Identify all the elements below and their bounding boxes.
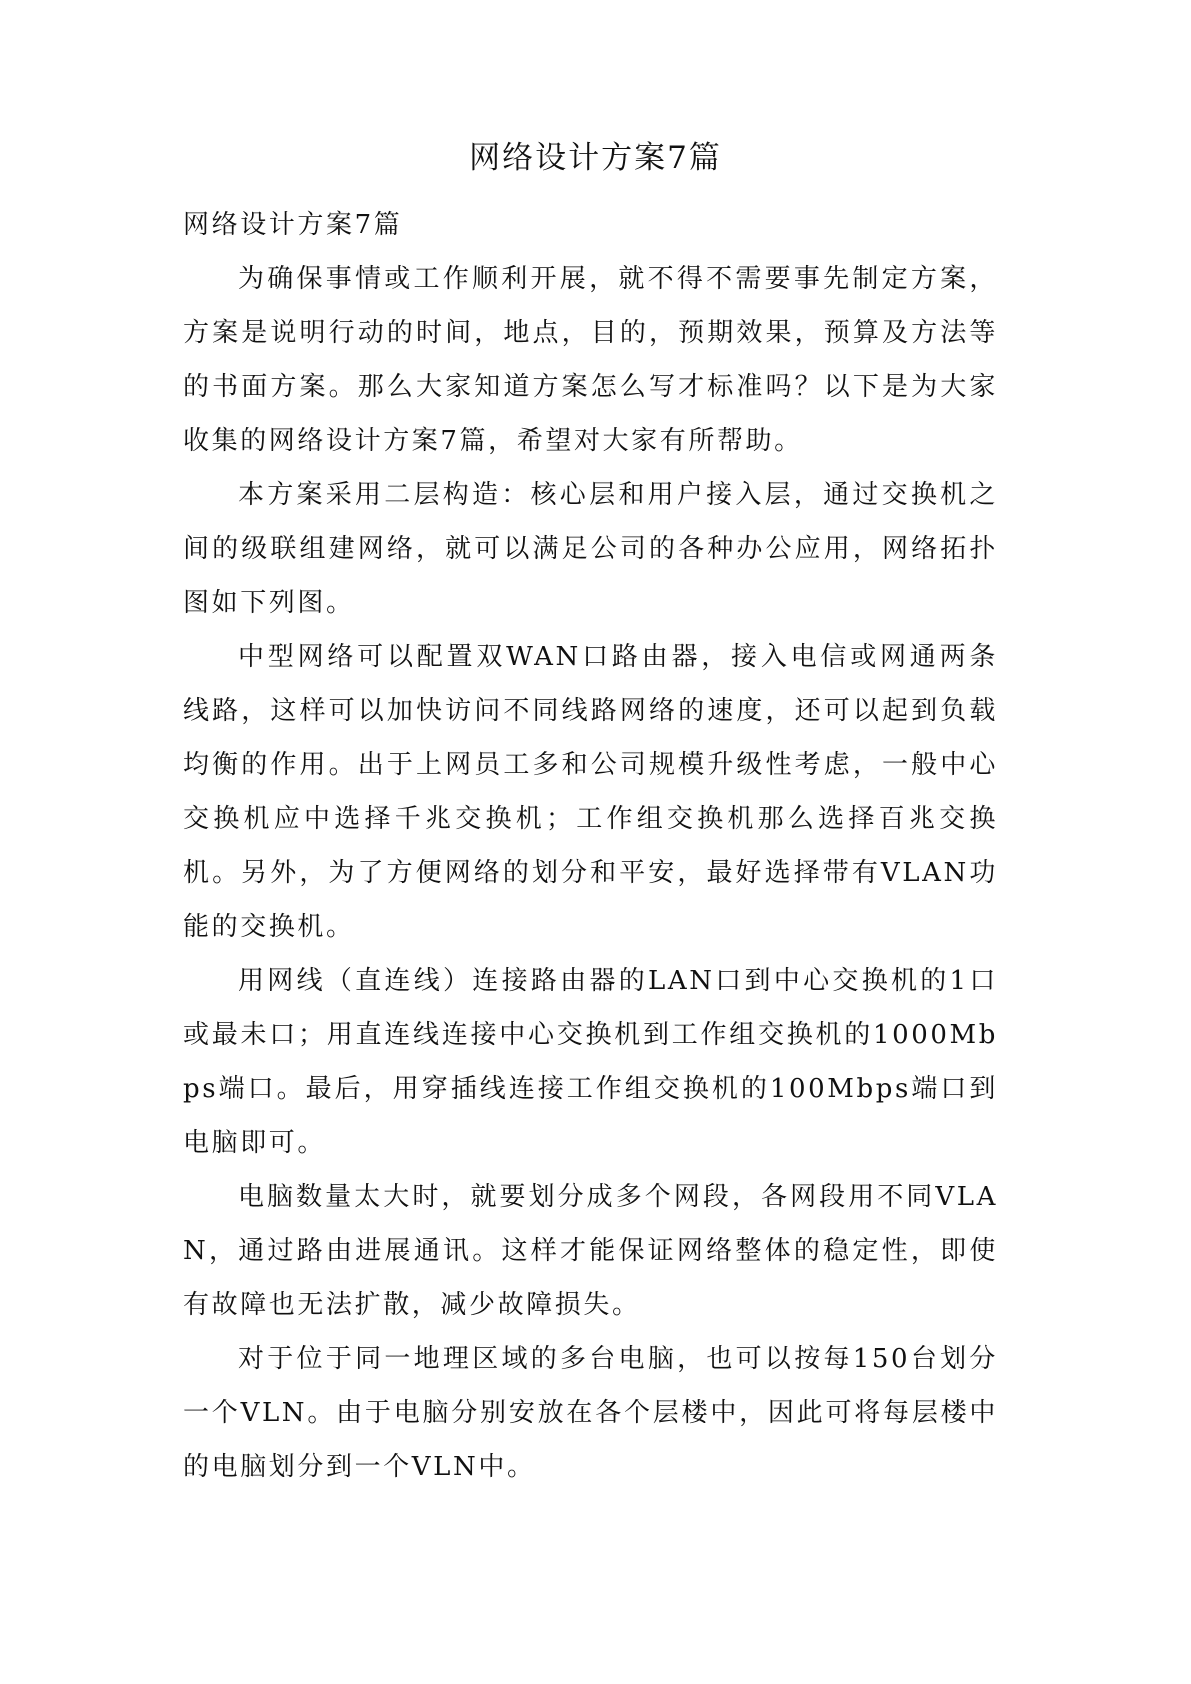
document-title: 网络设计方案7篇 <box>469 140 722 176</box>
paragraph-router: 中型网络可以配置双WAN口路由器，接入电信或网通两条线路，这样可以加快访问不同线路网络的速度，还可以起到负载均衡的作用。出于上网员工多和公司规模升级性考虑，一般中心交换机应中选择千兆交换机；工作组交换机那么选择百兆交换机。另外，为了方便网络的划分和平安，最好选择带有VLAN功能的交换机。 <box>183 642 998 942</box>
document-subtitle: 网络设计方案7篇 <box>183 210 403 240</box>
paragraph-vlan: 电脑数量太大时，就要划分成多个网段，各网段用不同VLAN，通过路由进展通讯。这样才能保证网络整体的稳定性，即使有故障也无法扩散，减少故障损失。 <box>183 1182 998 1320</box>
document-body <box>183 198 998 1494</box>
paragraph-cabling: 用网线（直连线）连接路由器的LAN口到中心交换机的1口或最未口；用直连线连接中心交换机到工作组交换机的1000Mbps端口。最后，用穿插线连接工作组交换机的100Mbps端口到电脑即可。 <box>183 966 998 1158</box>
paragraph-floor-vlan: 对于位于同一地理区域的多台电脑，也可以按每150台划分一个VLN。由于电脑分别安放在各个层楼中，因此可将每层楼中的电脑划分到一个VLN中。 <box>183 1344 998 1482</box>
paragraph-structure: 本方案采用二层构造：核心层和用户接入层，通过交换机之间的级联组建网络，就可以满足公司的各种办公应用，网络拓扑图如下列图。 <box>183 480 998 618</box>
paragraph-intro: 为确保事情或工作顺利开展，就不得不需要事先制定方案，方案是说明行动的时间，地点，目的，预期效果，预算及方法等的书面方案。那么大家知道方案怎么写才标准吗？以下是为大家收集的网络设计方案7篇，希望对大家有所帮助。 <box>183 264 998 456</box>
